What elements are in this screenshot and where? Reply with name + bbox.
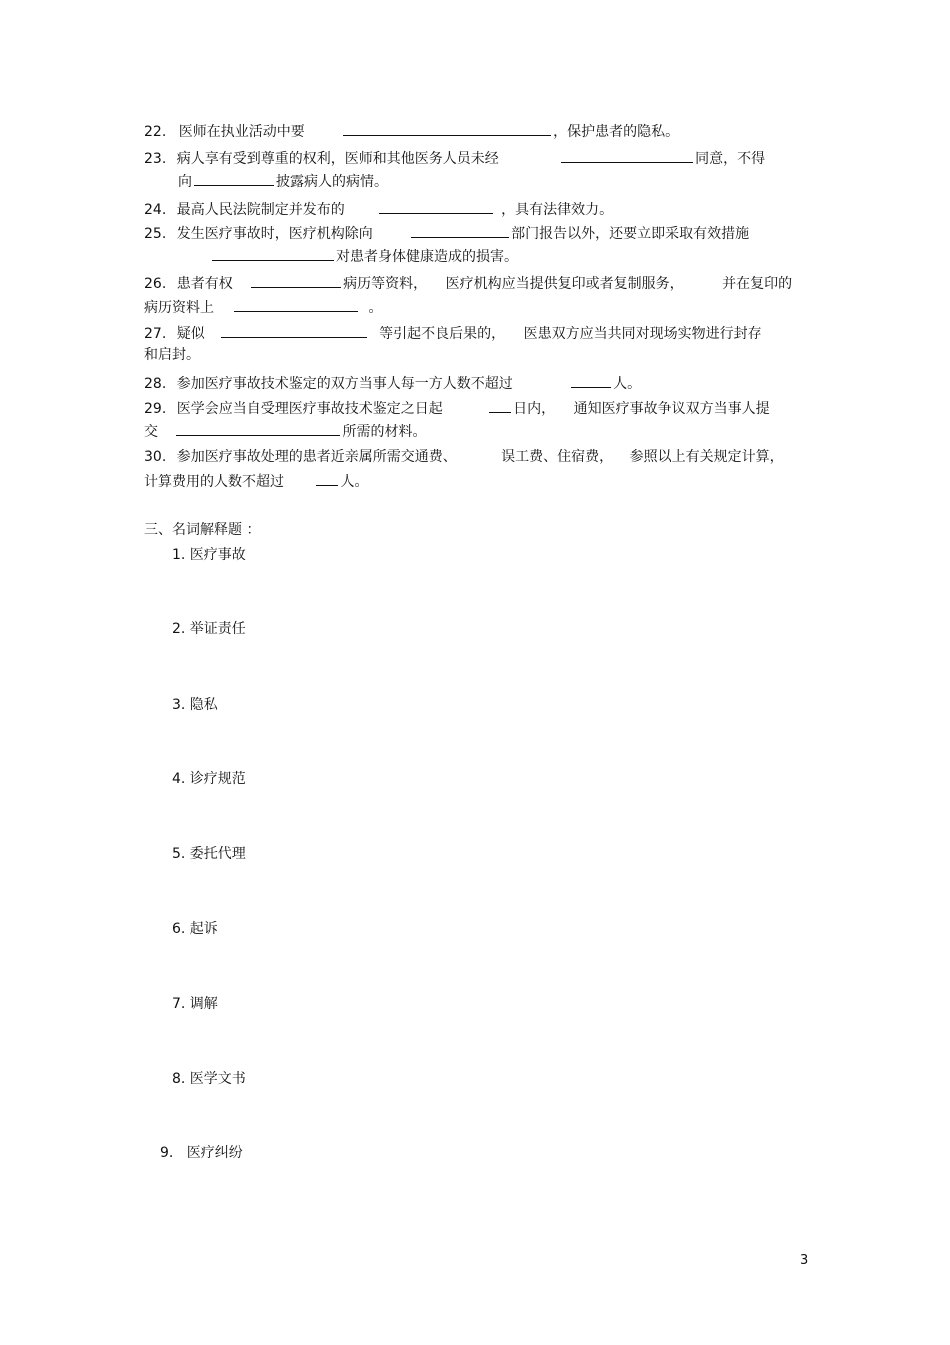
q-text: ，具有法律效力。 [501,202,614,218]
q-text: 最高人民法院制定并发布的 [176,202,345,218]
q-number: 23. [144,151,167,167]
page-number: 3 [800,1253,809,1268]
q-text: 交 [144,424,158,440]
q-text: 人。 [340,474,369,490]
q-text: 并在复印的 [722,276,793,292]
term-item: 6. 起诉 [172,921,218,937]
q-number: 26. [144,276,167,292]
question-23 [144,148,765,168]
question-25 [144,223,749,243]
q-text: 医学会应当自受理医疗事故技术鉴定之日起 [176,401,443,417]
answer-blank[interactable] [316,471,338,486]
q-text: 病历等资料， [343,276,428,292]
answer-blank[interactable] [411,223,509,238]
question-30 [144,448,784,466]
term-item: 7. 调解 [172,996,218,1012]
term-item: 9. 医疗纠纷 [160,1145,243,1161]
answer-blank[interactable] [343,121,551,136]
q-text: 。 [368,300,383,316]
q-text: 所需的材料。 [342,424,427,440]
term-item: 2. 举证责任 [172,621,246,637]
q-number: 30. [144,449,167,465]
q-text: 误工费、住宿费， [501,449,614,465]
q-number: 24. [144,202,167,218]
term-item: 4. 诊疗规范 [172,771,246,787]
question-29 [144,398,770,418]
term-item: 5. 委托代理 [172,846,246,862]
q-text: 人。 [613,376,642,392]
q-text: 病人享有受到尊重的权利，医师和其他医务人员未经 [176,151,499,167]
q-number: 29. [144,401,167,417]
section-heading: 三、名词解释题 ： [144,522,261,538]
question-24 [144,199,613,219]
q-text: 部门报告以外，还要立即采取有效措施 [511,226,750,242]
answer-blank[interactable] [212,246,334,261]
q-text: 同意，不得 [695,151,766,167]
answer-blank[interactable] [561,148,693,163]
q-text: 披露病人的病情。 [276,174,388,190]
q-text: 等引起不良后果的， [379,326,506,342]
q-number: 22. [144,124,167,140]
question-25-cont [212,246,518,266]
answer-blank[interactable] [176,421,340,436]
term-item: 8. 医学文书 [172,1071,246,1087]
question-27-cont [144,346,200,364]
q-text: 疑似 [176,326,205,342]
term-item: 3. 隐私 [172,697,218,713]
q-text: 参照以上有关规定计算， [629,449,784,465]
q-text: ，保护患者的隐私。 [553,124,680,140]
question-22 [144,121,679,141]
answer-blank[interactable] [571,373,611,388]
answer-blank[interactable] [251,273,341,288]
question-23-cont [178,171,388,191]
q-text: 病历资料上 [144,300,214,316]
term-item: 1. 医疗事故 [172,547,246,563]
q-text: 患者有权 [176,276,233,292]
q-text: 医师在执业活动中要 [178,124,305,140]
q-text: 发生医疗事故时，医疗机构除向 [176,226,373,242]
answer-blank[interactable] [194,171,274,186]
answer-blank[interactable] [489,398,511,413]
question-30-cont [144,471,368,491]
q-text: 参加医疗事故技术鉴定的双方当事人每一方人数不超过 [176,376,513,392]
q-number: 28. [144,376,167,392]
q-number: 27. [144,326,167,342]
answer-blank[interactable] [221,323,367,338]
q-text: 计算费用的人数不超过 [144,474,284,490]
q-text: 通知医疗事故争议双方当事人提 [573,401,770,417]
question-26-cont [144,297,382,317]
question-29-cont [144,421,426,441]
q-number: 25. [144,226,167,242]
question-27 [144,323,762,343]
q-text: 医患双方应当共同对现场实物进行封存 [523,326,762,342]
q-text: 向 [178,174,192,190]
q-text: 日内， [513,401,556,417]
answer-blank[interactable] [379,199,493,214]
q-text: 对患者身体健康造成的损害。 [336,249,518,265]
question-28 [144,373,641,393]
answer-blank[interactable] [234,297,358,312]
question-26 [144,273,792,293]
q-text: 医疗机构应当提供复印或者复制服务， [445,276,684,292]
q-text: 参加医疗事故处理的患者近亲属所需交通费、 [176,449,457,465]
q-text: 和启封。 [144,347,200,363]
